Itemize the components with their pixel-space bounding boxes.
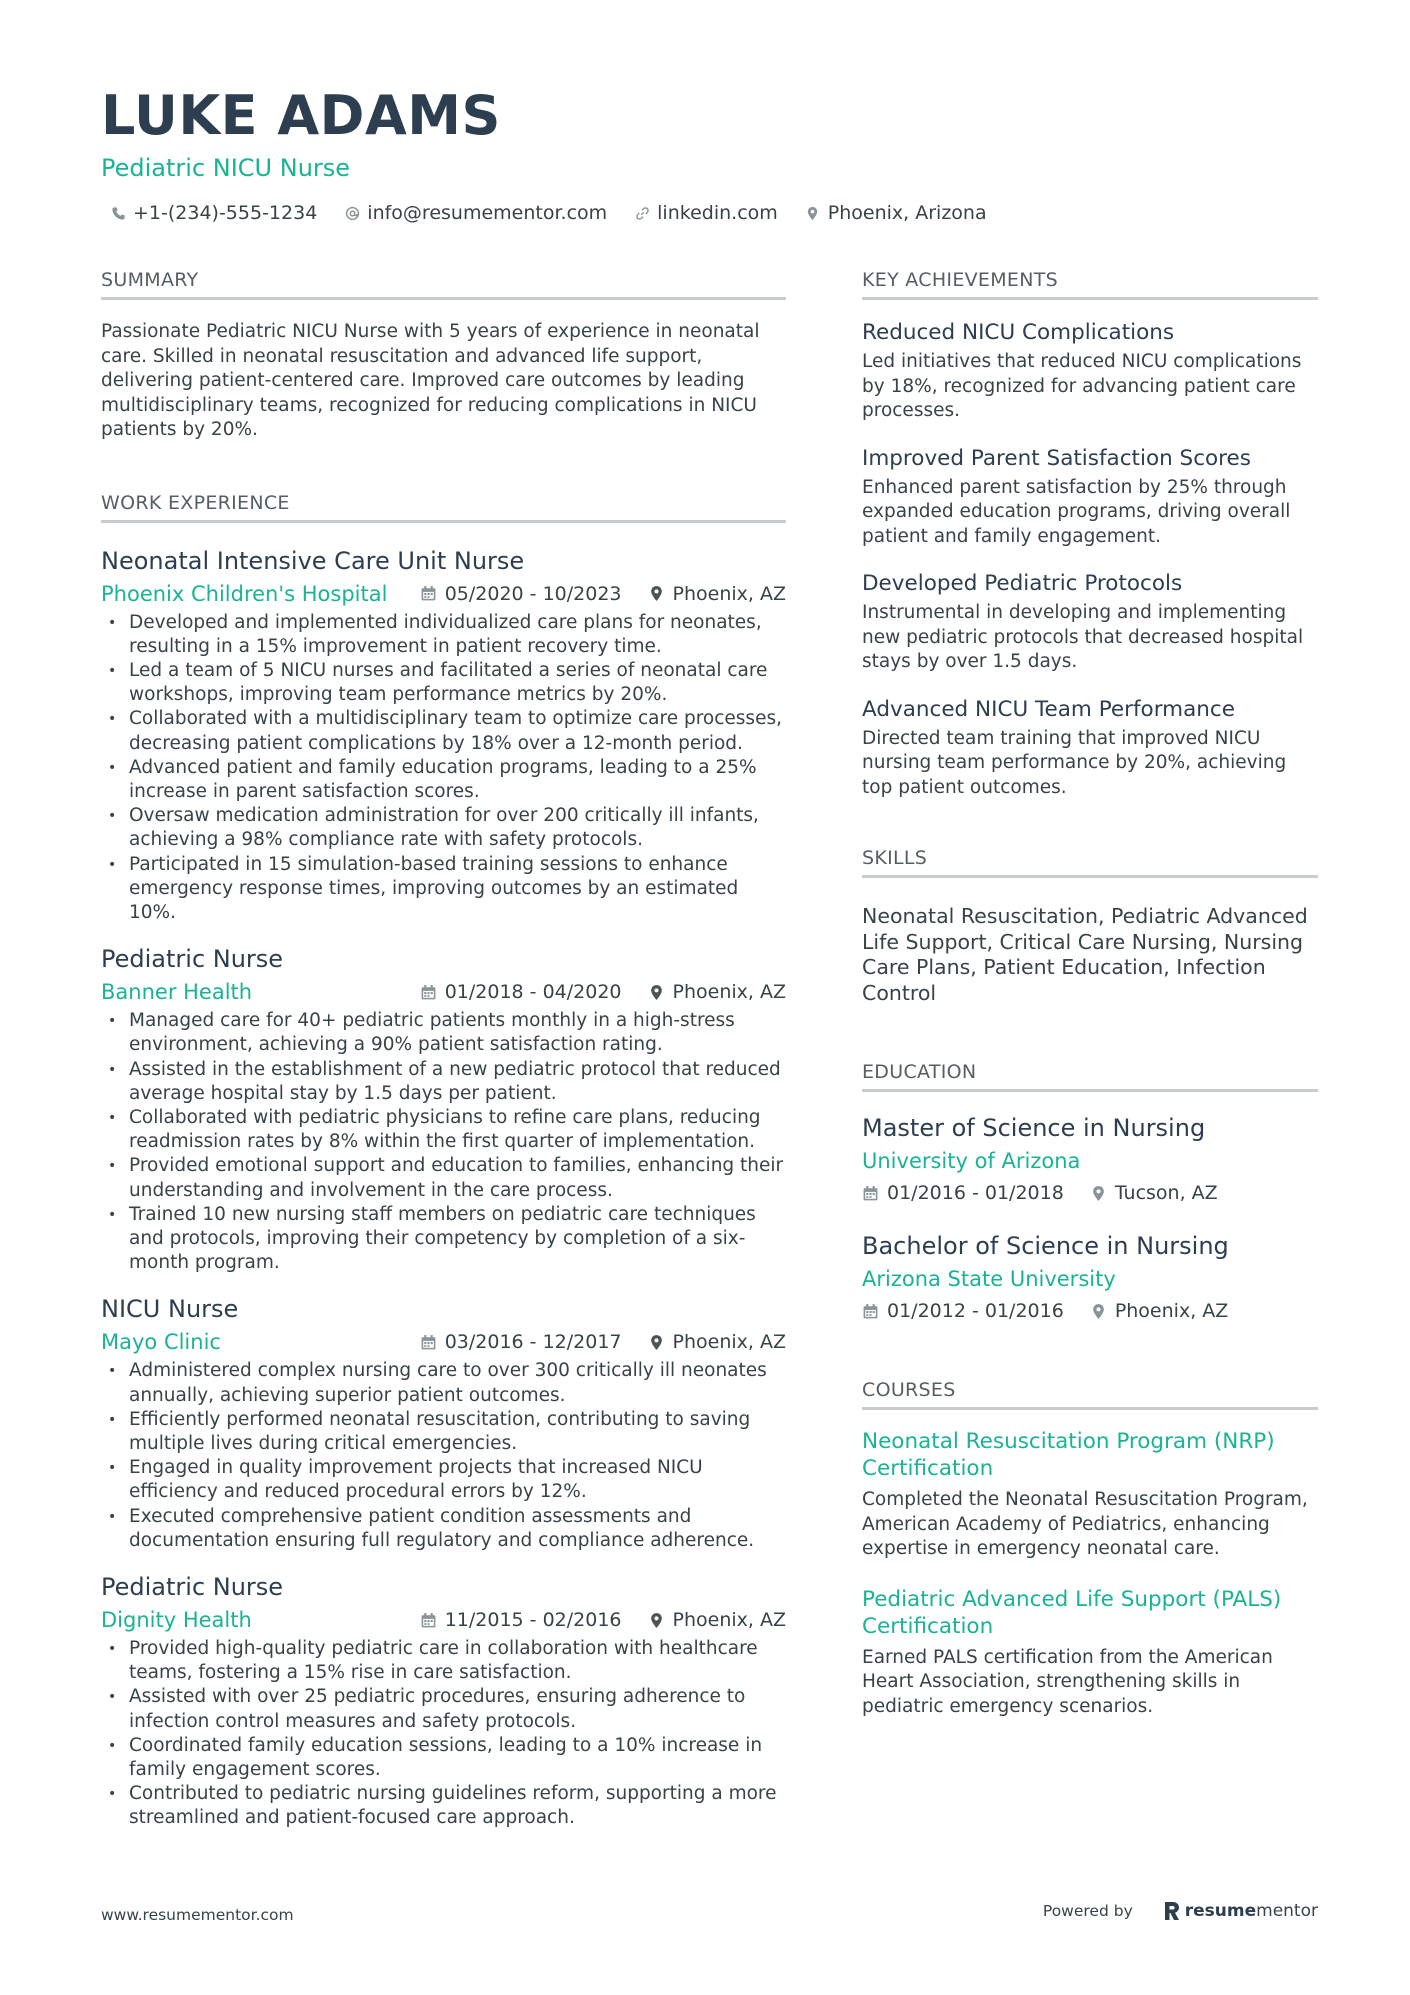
job-bullets xyxy=(101,611,786,926)
calendar-icon xyxy=(862,1303,879,1320)
job-company: Dignity Health xyxy=(101,1608,252,1632)
achievements-section xyxy=(862,268,1318,800)
job-company: Mayo Clinic xyxy=(101,1330,221,1355)
education-meta xyxy=(862,1178,1318,1208)
job-location: Phoenix, AZ xyxy=(672,1609,786,1631)
summary-text: Passionate Pediatric NICU Nurse with 5 years of experience in neonatal care. Skilled in neonatal resuscitation and advanced life support, delivering patient-centered care. Improved care outcomes by leading multidisciplinary teams, recognized for reducing complications in NICU patients by 20%. xyxy=(101,321,760,440)
job-dates: 01/2018 - 04/2020 xyxy=(444,981,622,1004)
education-degree: Master of Science in Nursing xyxy=(862,1114,1206,1142)
candidate-role: Pediatric NICU Nurse xyxy=(101,154,351,182)
link-icon xyxy=(633,204,651,222)
education-degree: Bachelor of Science in Nursing xyxy=(862,1232,1229,1260)
achievement-desc: Led initiatives that reduced NICU complications by 18%, recognized for advancing patient care processes. xyxy=(862,351,1302,421)
job-bullet: • Collaborated with a multidisciplinary team to optimize care processes, decreasing patient complications by 18% over a 12-month period. xyxy=(101,707,786,755)
education-school: Arizona State University xyxy=(862,1267,1116,1291)
job-bullet: • Provided emotional support and education to families, enhancing their understanding and involvement in the care process. xyxy=(101,1154,786,1202)
job-entry xyxy=(101,545,786,926)
footer-brand xyxy=(1043,1900,1318,1922)
skills-text: Neonatal Resuscitation, Pediatric Advanced Life Support, Critical Care Nursing, Nursing Care Plans, Patient Education, Infection Control xyxy=(862,904,1308,1005)
brand-logo[interactable] xyxy=(1163,1900,1318,1922)
contact-location-text: Phoenix, Arizona xyxy=(827,202,987,224)
contact-bar xyxy=(109,200,1321,226)
education-item xyxy=(862,1230,1318,1326)
contact-location xyxy=(804,200,987,226)
achievements-heading: KEY ACHIEVEMENTS xyxy=(862,268,1318,300)
achievement-title: Developed Pediatric Protocols xyxy=(862,571,1183,596)
job-meta xyxy=(101,1327,786,1357)
job-meta xyxy=(101,977,786,1007)
job-bullet: • Provided high-quality pediatric care in collaboration with healthcare teams, fostering a 15% rise in care satisfaction. xyxy=(101,1637,786,1685)
course-item xyxy=(862,1428,1318,1562)
contact-phone[interactable] xyxy=(109,200,317,226)
achievement-desc: Enhanced parent satisfaction by 25% through expanded education programs, driving overall patient and family engagement. xyxy=(862,476,1291,547)
left-column xyxy=(101,268,786,1831)
education-section xyxy=(862,1060,1318,1326)
job-bullet: • Led a team of 5 NICU nurses and facilitated a series of neonatal care workshops, improving team performance metrics by 20%. xyxy=(101,659,786,707)
job-title: Neonatal Intensive Care Unit Nurse xyxy=(101,546,525,575)
right-column xyxy=(862,268,1318,1719)
achievement-title: Improved Parent Satisfaction Scores xyxy=(862,445,1251,471)
experience-heading: WORK EXPERIENCE xyxy=(101,491,786,523)
contact-email-text: info@resumementor.com xyxy=(367,202,608,224)
achievement-item xyxy=(862,569,1318,675)
courses-section xyxy=(862,1378,1318,1719)
achievement-item xyxy=(862,444,1318,550)
job-bullet: • Coordinated family education sessions, leading to a 10% increase in family engagement scores. xyxy=(101,1734,786,1782)
job-bullet: • Contributed to pediatric nursing guidelines reform, supporting a more streamlined and patient-focused care approach. xyxy=(101,1782,786,1830)
contact-email[interactable] xyxy=(343,200,607,226)
location-icon xyxy=(1090,1185,1107,1202)
calendar-icon xyxy=(420,585,437,602)
course-item xyxy=(862,1586,1318,1720)
resume-header xyxy=(101,82,1321,226)
job-bullet: • Oversaw medication administration for over 200 critically ill infants, achieving a 98% compliance rate with safety protocols. xyxy=(101,804,786,852)
job-title: NICU Nurse xyxy=(101,1295,239,1324)
experience-section xyxy=(101,491,786,1831)
education-dates: 01/2016 - 01/2018 xyxy=(887,1182,1064,1204)
summary-section xyxy=(101,268,786,443)
brand-mark-icon xyxy=(1163,1900,1181,1922)
education-item xyxy=(862,1112,1318,1208)
job-bullet: • Trained 10 new nursing staff members on pediatric care techniques and protocols, improving their competency by completion of a six-month program. xyxy=(101,1203,786,1276)
achievement-desc: Directed team training that improved NICU nursing team performance by 20%, achieving top patient outcomes. xyxy=(862,727,1287,798)
footer-website[interactable]: www.resumementor.com xyxy=(101,1906,294,1924)
course-title: Pediatric Advanced Life Support (PALS) Certification xyxy=(862,1586,1282,1639)
job-entry xyxy=(101,1571,786,1831)
job-bullet: • Assisted with over 25 pediatric procedures, ensuring adherence to infection control measures and safety protocols. xyxy=(101,1685,786,1733)
job-bullet: • Executed comprehensive patient condition assessments and documentation ensuring full regulatory and compliance adherence. xyxy=(101,1505,786,1553)
education-location: Tucson, AZ xyxy=(1114,1182,1218,1204)
job-dates: 05/2020 - 10/2023 xyxy=(444,582,622,605)
location-icon xyxy=(804,204,822,222)
calendar-icon xyxy=(420,1334,437,1351)
contact-linkedin[interactable] xyxy=(633,200,778,226)
job-dates: 11/2015 - 02/2016 xyxy=(444,1609,622,1631)
contact-phone-text: +1-(234)-555-1234 xyxy=(133,202,318,224)
course-desc: Earned PALS certification from the American Heart Association, strengthening skills in pediatric emergency scenarios. xyxy=(862,1646,1273,1717)
contact-linkedin-text: linkedin.com xyxy=(657,202,778,224)
job-bullet: • Efficiently performed neonatal resuscitation, contributing to saving multiple lives during critical emergencies. xyxy=(101,1408,786,1456)
skills-section xyxy=(862,846,1318,1006)
location-icon xyxy=(648,585,665,602)
job-location: Phoenix, AZ xyxy=(672,981,786,1004)
skills-heading: SKILLS xyxy=(862,846,1318,878)
email-icon xyxy=(343,204,361,222)
job-bullet: • Engaged in quality improvement projects that increased NICU efficiency and reduced procedural errors by 12%. xyxy=(101,1456,786,1504)
location-icon xyxy=(648,1334,665,1351)
job-entry xyxy=(101,1293,786,1553)
job-bullet: • Collaborated with pediatric physicians to refine care plans, reducing readmission rates by 8% within the first quarter of implementation. xyxy=(101,1106,786,1154)
job-bullet: • Participated in 15 simulation-based training sessions to enhance emergency response times, improving outcomes by an estimated 10%. xyxy=(101,853,786,926)
job-company: Banner Health xyxy=(101,980,253,1005)
job-bullet: • Managed care for 40+ pediatric patients monthly in a high-stress environment, achieving a 90% patient satisfaction rating. xyxy=(101,1009,786,1057)
job-dates: 03/2016 - 12/2017 xyxy=(444,1331,622,1354)
achievement-desc: Instrumental in developing and implementing new pediatric protocols that decreased hospital stays by over 1.5 days. xyxy=(862,602,1304,672)
education-heading: EDUCATION xyxy=(862,1060,1318,1092)
summary-heading: SUMMARY xyxy=(101,268,786,300)
courses-heading: COURSES xyxy=(862,1378,1318,1410)
job-bullets xyxy=(101,1637,786,1831)
job-location: Phoenix, AZ xyxy=(672,1331,786,1354)
job-meta xyxy=(101,1605,786,1635)
achievement-item xyxy=(862,318,1318,424)
powered-by-label: Powered by xyxy=(1042,1902,1133,1920)
calendar-icon xyxy=(420,984,437,1001)
job-bullet: • Administered complex nursing care to over 300 critically ill neonates annually, achieving superior patient outcomes. xyxy=(101,1359,786,1407)
location-icon xyxy=(648,1612,665,1629)
job-location: Phoenix, AZ xyxy=(672,582,786,605)
location-icon xyxy=(648,984,665,1001)
location-icon xyxy=(1090,1303,1107,1320)
job-meta xyxy=(101,579,786,609)
calendar-icon xyxy=(420,1612,437,1629)
phone-icon xyxy=(109,204,127,222)
course-title: Neonatal Resuscitation Program (NRP) Certification xyxy=(862,1429,1275,1481)
job-bullet: • Assisted in the establishment of a new pediatric protocol that reduced average hospital stay by 1.5 days per patient. xyxy=(101,1058,786,1106)
job-bullets xyxy=(101,1359,786,1553)
job-title: Pediatric Nurse xyxy=(101,1573,284,1601)
achievement-item xyxy=(862,695,1318,801)
achievement-title: Advanced NICU Team Performance xyxy=(862,696,1235,722)
education-dates: 01/2012 - 01/2016 xyxy=(887,1300,1064,1322)
job-company: Phoenix Children's Hospital xyxy=(101,581,388,606)
education-meta xyxy=(862,1296,1318,1326)
candidate-name: LUKE ADAMS xyxy=(101,84,501,147)
education-location: Phoenix, AZ xyxy=(1114,1300,1229,1322)
job-bullet: • Developed and implemented individualized care plans for neonates, resulting in a 15% improvement in patient recovery time. xyxy=(101,611,786,659)
brand-name-bold: resume xyxy=(1184,1901,1257,1921)
calendar-icon xyxy=(862,1185,879,1202)
achievement-title: Reduced NICU Complications xyxy=(862,320,1175,345)
job-entry xyxy=(101,943,786,1275)
brand-name-light: mentor xyxy=(1256,1901,1318,1921)
course-desc: Completed the Neonatal Resuscitation Program, American Academy of Pediatrics, enhancing expertise in emergency neonatal care. xyxy=(862,1489,1308,1559)
job-bullets xyxy=(101,1009,786,1275)
job-bullet: • Advanced patient and family education programs, leading to a 25% increase in parent satisfaction scores. xyxy=(101,756,786,804)
job-title: Pediatric Nurse xyxy=(101,945,284,974)
education-school: University of Arizona xyxy=(862,1149,1081,1173)
